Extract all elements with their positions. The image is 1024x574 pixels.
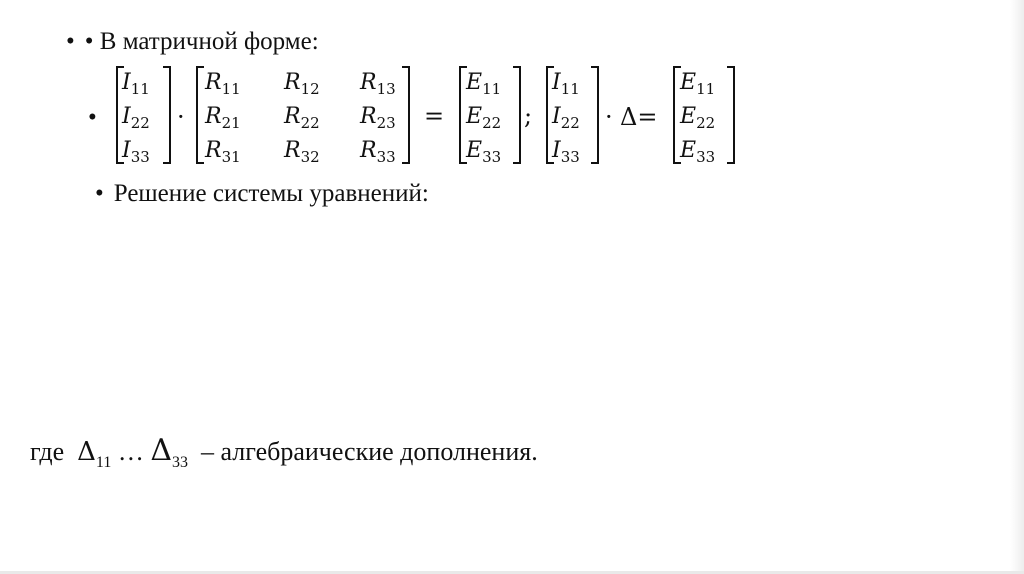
matrix-e-right-bracket [513, 66, 521, 164]
where-prefix: где [30, 437, 65, 466]
bullet-glyph: • [66, 28, 75, 55]
matrix-e2-cell: $E_{22}$ [680, 104, 716, 132]
matrix-e-cell: $E_{22}$ [466, 104, 502, 132]
matrix-i-right-bracket [163, 66, 171, 164]
matrix-r-cell: $R_{21}$ [205, 104, 241, 132]
matrix-i2-cell: $I_{11}$ [552, 70, 580, 98]
dot-operator: · [605, 103, 613, 131]
matrix-r-cell: $R_{23}$ [360, 104, 396, 132]
matrix-i-cell: $I_{22}$ [122, 104, 150, 132]
matrix-i2-cell: $I_{33}$ [552, 138, 580, 166]
bullet-glyph: • [95, 180, 104, 207]
cofactor-note [30, 433, 538, 472]
matrix-form-label: • В матричной форме: [84, 28, 319, 55]
matrix-r-left-bracket [196, 66, 204, 164]
dot-operator: · [177, 103, 185, 131]
matrix-r-cell: $R_{32}$ [284, 138, 320, 166]
matrix-i2-right-bracket [591, 66, 599, 164]
equals-operator: = [424, 102, 445, 130]
bullet-matrix-form [66, 28, 319, 56]
matrix-e-cell: $E_{11}$ [466, 70, 502, 98]
equation-bullet: • [88, 104, 97, 131]
matrix-r-cell: $R_{11}$ [205, 70, 241, 98]
matrix-r-cell: $R_{13}$ [360, 70, 396, 98]
delta-last-sub: 33 [172, 454, 188, 471]
delta-first-sub: 11 [95, 454, 112, 471]
matrix-e2-right-bracket [727, 66, 735, 164]
matrix-e2-cell: $E_{11}$ [680, 70, 716, 98]
delta-symbol: Δ [77, 437, 96, 467]
matrix-i-cell: $I_{33}$ [122, 138, 150, 166]
where-suffix: – алгебраические дополнения. [201, 437, 538, 466]
slide-edge-shadow [1010, 0, 1024, 574]
matrix-e-cell: $E_{33}$ [466, 138, 502, 166]
matrix-r-cell: $R_{22}$ [284, 104, 320, 132]
matrix-r-right-bracket [402, 66, 410, 164]
semicolon: ; [524, 102, 533, 130]
matrix-r-cell: $R_{12}$ [284, 70, 320, 98]
matrix-r-cell: $R_{31}$ [205, 138, 241, 166]
matrix-i2-cell: $I_{22}$ [552, 104, 580, 132]
matrix-e2-cell: $E_{33}$ [680, 138, 716, 166]
delta-symbol-large: Δ [150, 433, 172, 468]
matrix-r-cell: $R_{33}$ [360, 138, 396, 166]
bullet-solution [95, 180, 429, 208]
solution-label: Решение системы уравнений: [113, 180, 429, 207]
matrix-i-cell: $I_{11}$ [122, 70, 150, 98]
ellipsis: … [117, 437, 144, 466]
delta-equals: Δ= [620, 103, 658, 131]
